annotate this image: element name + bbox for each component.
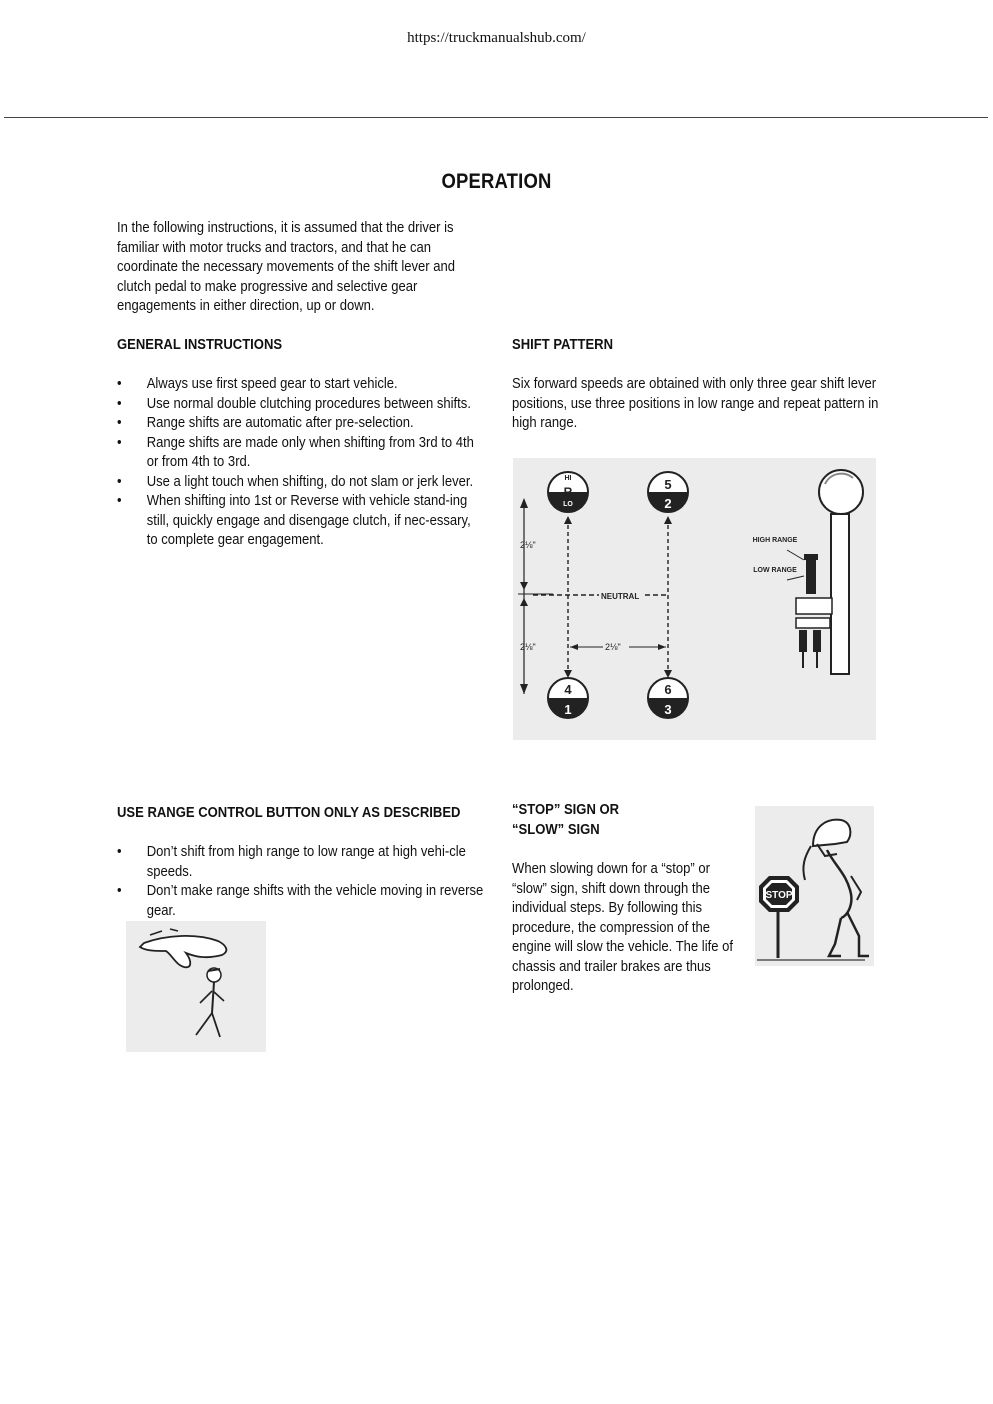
dimension-top-label: 2⅛" [520, 540, 536, 550]
list-item: • Always use first speed gear to start vehicle. [117, 375, 484, 395]
high-range-label: HIGH RANGE [752, 537, 798, 544]
position-5-2 [648, 472, 688, 512]
stop-sign-heading-line1: “STOP” SIGN OR [512, 802, 620, 818]
list-item: • Use normal double clutching procedures between shifts. [117, 395, 484, 415]
header-divider [4, 117, 988, 118]
shift-pattern-diagram [513, 458, 876, 740]
list-item: • Don’t shift from high range to low range at high vehi-cle speeds. [117, 843, 484, 882]
list-item: • Use a light touch when shifting, do not slam or jerk lever. [117, 473, 484, 493]
stop-sign-drawing [755, 806, 874, 966]
low-range-label: LOW RANGE [753, 567, 797, 574]
general-instructions-heading: GENERAL INSTRUCTIONS [117, 337, 283, 353]
position-reverse [548, 472, 588, 512]
range-control-list [117, 843, 484, 921]
svg-text:4: 4 [564, 682, 572, 697]
list-item: • Range shifts are automatic after pre-selection. [117, 414, 484, 434]
svg-text:6: 6 [664, 682, 672, 697]
dimension-bottom-label: 2⅛" [520, 642, 536, 652]
general-instructions-list [117, 375, 484, 551]
list-item: • Don’t make range shifts with the vehicle moving in reverse gear. [117, 882, 484, 921]
shift-pattern-drawing [513, 458, 876, 740]
dimension-horizontal-label: 2⅛" [605, 642, 621, 652]
page-title: OPERATION [441, 170, 552, 193]
svg-text:R: R [563, 485, 573, 499]
position-6-3 [648, 678, 688, 718]
stop-sign-heading-line2: “SLOW” SIGN [512, 821, 600, 838]
source-url: https://truckmanualshub.com/ [407, 30, 586, 46]
shift-lever-drawing [787, 470, 863, 674]
stop-sign-heading [512, 801, 619, 840]
shift-pattern-heading: SHIFT PATTERN [512, 337, 614, 353]
hand-and-figure-drawing [126, 921, 266, 1052]
range-control-heading: USE RANGE CONTROL BUTTON ONLY AS DESCRIBED [117, 805, 461, 821]
svg-text:HI: HI [564, 475, 572, 482]
hand-press-illustration [126, 921, 266, 1052]
svg-text:5: 5 [664, 477, 672, 492]
stop-sign-label: STOP [765, 890, 793, 901]
shift-pattern-text: Six forward speeds are obtained with only three gear shift lever positions, use three positions in low range and repeat pattern in high range. [512, 376, 879, 431]
list-item: • When shifting into 1st or Reverse with vehicle stand-ing still, quickly engage and disengage clutch, if nec-essary, to complete gear engagement. [117, 492, 484, 551]
stop-sign-text: When slowing down for a “stop” or “slow” sign, shift down through the individual steps. By following this procedure, the compression of the engine will slow the vehicle. The life of chassis and trailer brakes are thus prolonged. [512, 861, 734, 994]
svg-text:3: 3 [664, 702, 672, 717]
svg-text:LO: LO [563, 501, 573, 508]
svg-text:1: 1 [564, 702, 572, 717]
intro-paragraph: In the following instructions, it is assumed that the driver is familiar with motor trucks and tractors, and that he can coordinate the necessary movements of the shift lever and clutch pedal to make progressive and selective gear engagements in either direction, up or down. [117, 220, 456, 314]
stop-sign-illustration [755, 806, 874, 966]
position-4-1 [548, 678, 588, 718]
list-item: • Range shifts are made only when shifting from 3rd to 4th or from 4th to 3rd. [117, 434, 484, 473]
svg-text:2: 2 [664, 496, 672, 511]
neutral-label: NEUTRAL [601, 592, 640, 601]
